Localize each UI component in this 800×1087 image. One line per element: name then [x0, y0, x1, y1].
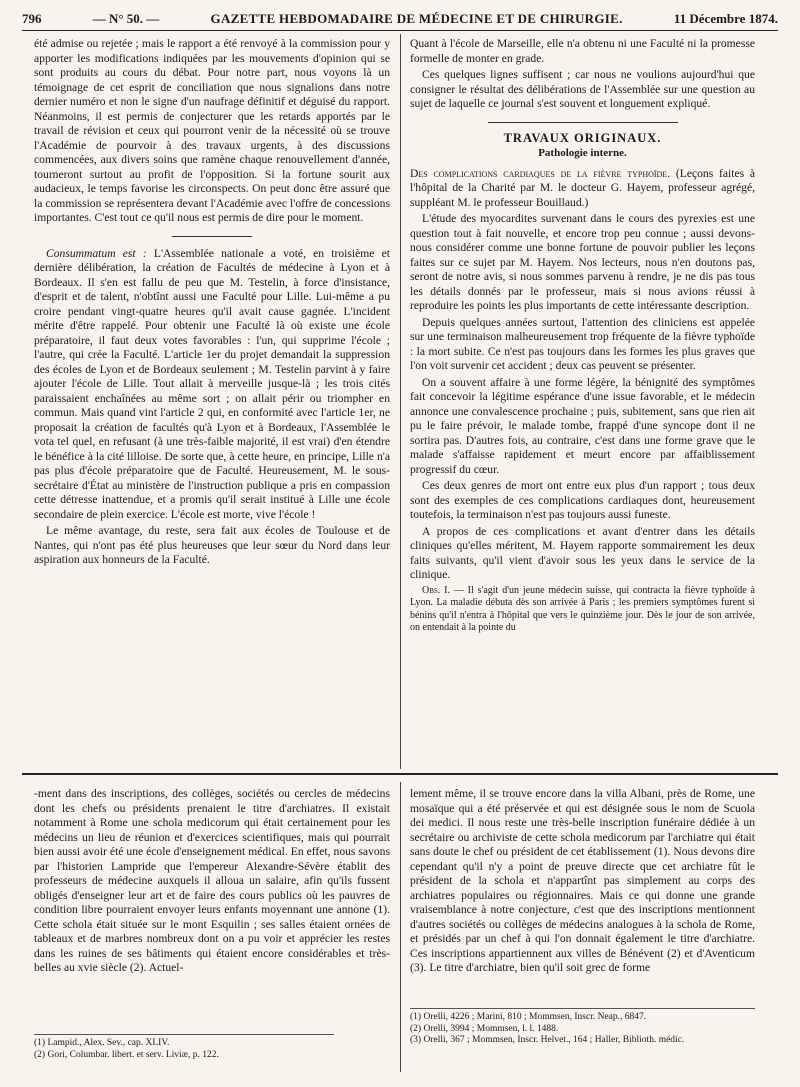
- observation-text: — Il s'agit d'un jeune médecin suisse, qui contracta la fièvre typhoïde à Lyon. La maladie débuta dès son arrivée à Paris ; les premiers symptômes furent si bénins qu'il n'entra à l'hôpital que vers le quinzième jour. Dès le jour de son arrivée, on entendait à la pointe du: [410, 584, 755, 633]
- top-right-column: [410, 37, 755, 637]
- paragraph: A propos de ces complications et avant d'entrer dans les détails cliniques qu'elles méritent, M. Hayem rapporte sommairement les deux faits suivants, qu'il vient d'avoir sous les yeux dans le service de la clinique.: [410, 524, 755, 581]
- issue-date: 11 Décembre 1874.: [673, 11, 778, 26]
- paragraph: été admise ou rejetée ; mais le rapport a été renvoyé à la commission pour y apporter les modifications indiquées par les mouvements d'opinion qui se sont produits au cours du débat. Pour notre part, nous voyons là un témoignage de cet esprit de conciliation que nous signalions dans notre dernier numéro et non le signe d'un naufrage définitif et déguisé du rapport. Néanmoins, il est permis de conjecturer que les retards apportés par le travail de révision et ceux qui pourront venir de la nécessité où se trouve l'Académie de pourvoir à des travaux urgents, à des discussions commencées, aux divers soins que ramène chaque renouvellement d'année, tourneront surtout au profit de l'opposition. Si la fortune sourit aux audacieux, le temps favorise les circonspects. On peut donc être assuré que la commission se représentera devant l'Académie avec l'offre de concessions importantes. C'est tout ce qu'il nous est permis de dire pour le moment.: [34, 37, 390, 224]
- footnote: (1) Lampid., Alex. Sev., cap. XLIV.: [34, 1038, 170, 1048]
- paragraph: On a souvent affaire à une forme légère, la bénignité des symptômes fait concevoir la légitime espérance d'une issue favorable, et le médecin annonce une convalescence prochaine ; puis, subitement, sans que rien ait pu le faire prévoir, le malade tombe, frappé d'une syncope dont il ne sortira pas. D'autres fois, au contraire, c'est dans une forme grave que le malade s'affaisse rapidement et meurt encore par affaiblissement progressif du cœur.: [410, 375, 755, 476]
- divider: [488, 122, 678, 123]
- footnotes-right: [410, 1008, 755, 1047]
- section-separator: [22, 773, 778, 775]
- footnote: (3) Orelli, 367 ; Mommsen, Inscr. Helvet., 164 ; Haller, Biblioth. médic.: [410, 1035, 685, 1045]
- bottom-right-column: [410, 787, 755, 978]
- section-title: TRAVAUX ORIGINAUX.: [503, 130, 662, 145]
- footnotes-left: [34, 1034, 334, 1061]
- bottom-left-column: [34, 787, 390, 978]
- paragraph: Quant à l'école de Marseille, elle n'a obtenu ni une Faculté ni la promesse formelle de monter en grade.: [410, 37, 755, 65]
- page-number: 796: [22, 11, 42, 26]
- footnote: (1) Orelli, 4226 ; Marini, 810 ; Mommsen, Inscr. Neap., 6847.: [410, 1012, 647, 1022]
- paragraph-text: L'Assemblée nationale a voté, en troisième et dernière délibération, la création de Facultés de médecine à Lyon et à Bordeaux. Il s'en est fallu de peu que M. Testelin, à force d'insistance, d'esprit et de talent, n'obtînt aussi une Faculté pour Lille. Lui-même a pu croire pendant vingt-quatre heures qu'il avait cause gagnée. L'incident mérite d'être rappelé. Pour obtenir une Faculté là où existe une école préparatoire, il faut deux votes favorables : l'un, qui supprime l'école ; l'autre, qui crée la Faculté. L'article 1er du projet demandait la suppression des écoles de Lyon et de Bordeaux seulement ; M. Testelin parvint à y faire ajouter l'école de Lille. Tout allait à merveille jusque-là ; les trois cités paraissaient enchaînées au même sort ; on allait périr ou triompher en commun. Mais quand vint l'article 2 qui, en conformité avec l'article 1er, ne proposait la création de facultés qu'à Lyon et à Bordeaux, l'Assemblée le vota tel quel, en refusant (à une très-faible majorité, il est vrai) d'en étendre le bénéfice à la cité lilloise. De sorte que, à cette heure, en principe, Lille n'a pas plus d'école préparatoire que de Faculté. Heureusement, M. le sous-secrétaire d'État au ministère de l'instruction publique a pris en compassion cette détresse inattendue, et a promis qu'il serait institué à Lille une école secondaire de plein exercice. L'école est morte, vive l'école !: [34, 246, 390, 521]
- footnote: (2) Orelli, 3994 ; Mommsen, l. l. 1488.: [410, 1023, 559, 1034]
- issue-number: — N° 50. —: [92, 11, 160, 26]
- journal-title: GAZETTE HEBDOMADAIRE DE MÉDECINE ET DE CHIRURGIE.: [210, 11, 623, 26]
- page-header: [22, 8, 778, 31]
- paragraph: Ces deux genres de mort ont entre eux plus d'un rapport ; tous deux sont des exemples de ces complications cardiaques dont, heureusement toutefois, la terminaison n'est pas toujours aussi funeste.: [410, 479, 755, 521]
- article-title: [410, 167, 755, 211]
- article-subtitle: (Leçons faites à l'hôpital de la Charité par M. le docteur G. Hayem, professeur agrégé, suppléant M. le professeur Bouillaud.): [410, 166, 756, 209]
- paragraph: Ces quelques lignes suffisent ; car nous ne voulions aujourd'hui que consigner le résultat des délibérations de l'Assemblée sur une question au sujet de laquelle ce journal s'est souvent et longuement expliqué.: [410, 68, 755, 110]
- lead-in: Consummatum est :: [46, 246, 147, 260]
- top-left-column: [34, 37, 390, 570]
- paragraph: -ment dans des inscriptions, des collèges, sociétés ou cercles de médecins dont les chefs ou présidents prenaient le titre d'archiatres. Il existait notamment à Rome une schola medicorum qui était certainement pour les médecins un lieu de réunion et d'exercices scientifiques, mais qui pourrait bien aussi avoir été une école d'enseignement médical. En effet, nous savons par l'historien Lampride que l'empereur Alexandre-Sévère établit des professeurs de médecine auxquels il alloua un salaire, afin qu'ils fussent obligés d'enseigner leur art et de faire des cours publics où les pauvres de condition libre pourraient envoyer leurs enfants moyennant une annone (1). Cette schola était située sur le mont Esquilin ; ses salles étaient ornées de tableaux et de marbres nombreux dont on a pu voir et apprécier les restes dans les ruines de ses bâtiments qui étaient encore considérables et très-belles au xvie siècle (2). Actuel-: [34, 787, 390, 974]
- paragraph: lement même, il se trouve encore dans la villa Albani, près de Rome, une mosaïque qui a été préservée et qui est désignée sous le nom de Scuola dei medici. Il nous reste une très-belle inscription funéraire dédiée à un secrétaire ou archiviste de cette schola medicorum par l'archiatre qui était sans doute le chef ou président de cet établissement (1). Nous devons dire cependant qu'il n'y a point de preuve directe que cet archiatre fût le président de la schola et n'appartînt pas simplement au corps des archiatres populaires ou régionnaires. Mais ce qui donne une grande vraisemblance à notre conjecture, c'est que des inscriptions mentionnent d'autres sociétés ou collèges de médecins analogues à la schola de Rome, et présidés par un chef à qui l'on donnait également le titre d'archiatre. Ces inscriptions appartiennent aux villes de Bénévent (2) et d'Aventicum (3). Le titre d'archiatre, bien qu'il soit grec de forme: [410, 787, 755, 974]
- observation: [410, 585, 755, 635]
- subsection-title: Pathologie interne.: [538, 147, 627, 159]
- footnote: (2) Gori, Columbar. libert. et serv. Liviæ, p. 122.: [34, 1049, 219, 1060]
- column-divider-bottom: [400, 782, 401, 1072]
- paragraph: Depuis quelques années surtout, l'attention des cliniciens est appelée sur une terminaison malheureusement trop fréquente de la fièvre typhoïde : la mort subite. Ce n'est pas toujours dans les formes les plus graves que l'on voit survenir cet accident ; deux cas peuvent se présenter.: [410, 315, 755, 372]
- article-title-text: Des complications cardiaques de la fièvre typhoïde.: [410, 166, 671, 180]
- observation-label: Obs. I.: [422, 584, 450, 596]
- paragraph: L'étude des myocardites survenant dans le cours des pyrexies est une question tout à fait nouvelle, et encore trop peu connue ; aussi devons-nous considérer comme une bonne fortune de pouvoir publier les leçons faites sur ce sujet par M. Hayem. Nos lecteurs, nous n'en doutons pas, seront de notre avis, si nous sommes parvenu à rendre, je ne dis pas tous les détails donnés par le professeur, mais si nous avions réussi à reproduire les points les plus importants de cette intéressante description.: [410, 212, 755, 312]
- paragraph: Le même avantage, du reste, sera fait aux écoles de Toulouse et de Nantes, qui n'ont pas été plus heureuses que leur sœur du Nord dans leur aspiration aux honneurs de la Faculté.: [34, 524, 390, 566]
- column-divider-top: [400, 34, 401, 769]
- paragraph: [34, 247, 390, 523]
- divider: [172, 236, 252, 237]
